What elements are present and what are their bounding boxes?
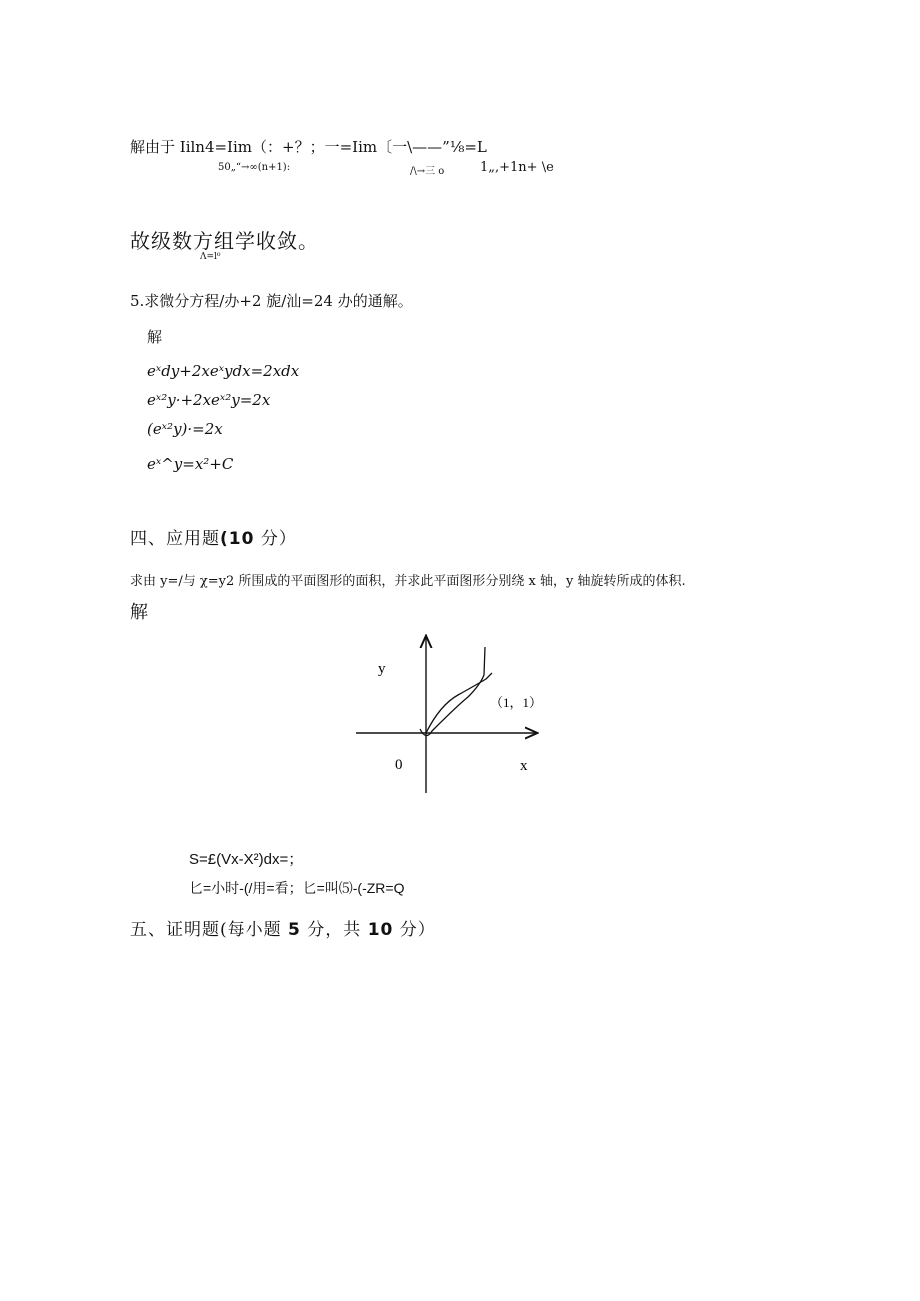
section4-heading-prefix: 四、应用题 [130, 529, 220, 549]
section5-heading-mid: 分，共 [300, 920, 368, 940]
question5-answer-label: 解 [147, 328, 163, 346]
area-formula: S=£(Vx-X²)dx=； [189, 851, 304, 868]
question5-step-4: eˣ^y=x²+C [147, 455, 234, 473]
section4-heading-suffix: 分） [254, 529, 297, 549]
section5-heading-points1: 5 [288, 920, 301, 940]
section4-heading [130, 524, 297, 549]
curve-x-equals-y-squared [426, 673, 492, 733]
section5-heading-prefix: 五、证明题(每小题 [130, 920, 289, 940]
solution4-subscript-left: 50„“→∞(n+1): [218, 162, 291, 173]
section4-heading-points: (10 [220, 529, 255, 549]
question5-step-3: (eˣ²y)·=2x [147, 420, 223, 438]
y-axis-label: y [378, 661, 386, 677]
solution4-subscript-mid: /\→三 o [410, 166, 445, 177]
solution4-subscript-right: 1„,+1n+ \e [480, 160, 554, 175]
conclusion-subscript: Λ=l⁰ [200, 252, 221, 262]
region-figure [340, 625, 560, 800]
origin-label: 0 [395, 757, 403, 773]
question5-prompt: 5.求微分方程/办+2 旎/汕=24 办的通解。 [130, 292, 413, 310]
question5-step-1: eˣdy+2xeˣydx=2xdx [147, 362, 300, 380]
section4-prompt: 求由 y=/与 χ=y2 所围成的平面图形的面积，并求此平面图形分别绕 x 轴，y 轴旋转所成的体积. [130, 574, 686, 589]
solution4-line: 解由于 Iiln4=Iim（：+？；一=Iim〔一\——”⅛=L [130, 138, 487, 156]
x-axis-label: x [520, 758, 528, 774]
question5-step-2: eˣ²y·+2xeˣ²y=2x [147, 391, 271, 409]
curve-y-equals-x-squared [420, 647, 485, 736]
conclusion-text: 故级数方组学收敛。 [130, 229, 319, 253]
section5-heading [130, 915, 436, 940]
volume-formula: 匕=小时-(/用=看；匕=叫⑸-(-ZR=Q [189, 880, 405, 896]
section4-answer-label: 解 [130, 602, 149, 623]
section5-heading-points2: 10 [367, 920, 394, 940]
section5-heading-suffix: 分） [393, 920, 436, 940]
intersection-point-label: （1，1） [490, 695, 543, 710]
